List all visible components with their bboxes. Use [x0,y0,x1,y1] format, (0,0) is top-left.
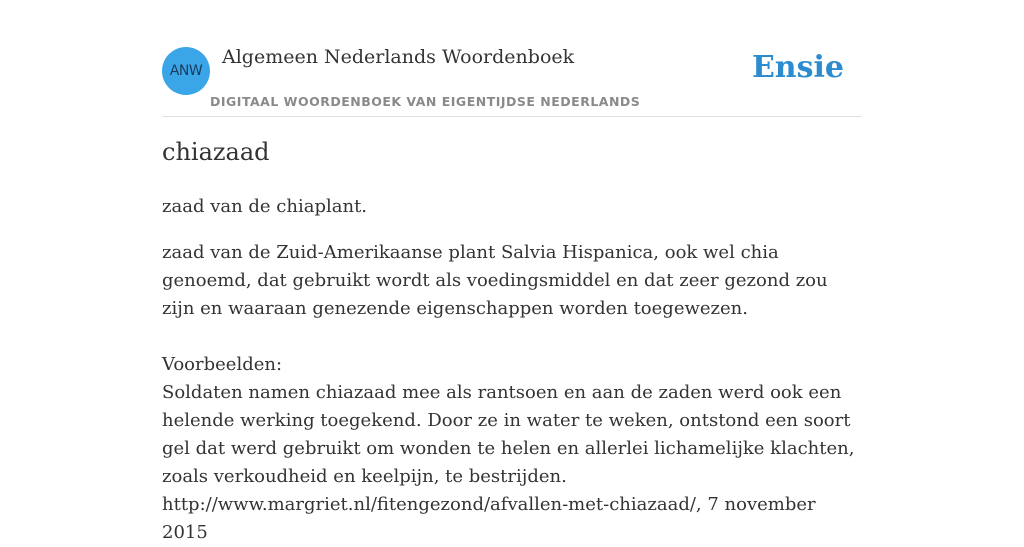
example-text: Soldaten namen chiazaad mee als rantsoen en aan de zaden werd ook een helende werking toegekend. Door ze in water te weken, ontstond een soort gel dat werd gebruikt om wonden te helen en allerlei lichamelijke klachten, zoals verkoudheid en keelpijn, te bestrijden. [162,382,855,487]
logo-text: ANW [169,63,203,79]
long-definition [162,239,862,323]
header [162,0,862,117]
long-definition-text: zaad van de Zuid-Amerikaanse plant Salvia Hispanica, ook wel chia genoemd, dat gebruikt wordt als voedingsmiddel en dat zeer gezond zou zijn en waaraan genezende eigenschappen worden toegewezen. [162,242,828,319]
site-title[interactable]: Algemeen Nederlands Woordenboek [222,46,575,68]
page-title: chiazaad [162,138,270,166]
examples-section [162,351,862,547]
example-source [162,491,862,547]
short-definition-text: zaad van de chiaplant. [162,196,368,217]
examples-label: Voorbeelden: [162,354,283,375]
example-source-link[interactable]: http://www.margriet.nl/fitengezond/afvallen-met-chiazaad/, 7 november 2015 [162,494,816,543]
page [162,0,862,543]
ensie-brand-link[interactable]: Ensie [751,50,844,85]
site-subtitle: DIGITAAL WOORDENBOEK VAN EIGENTIJDSE NEDERLANDS [210,94,641,109]
short-definition [162,193,367,221]
anw-logo[interactable] [162,47,210,95]
